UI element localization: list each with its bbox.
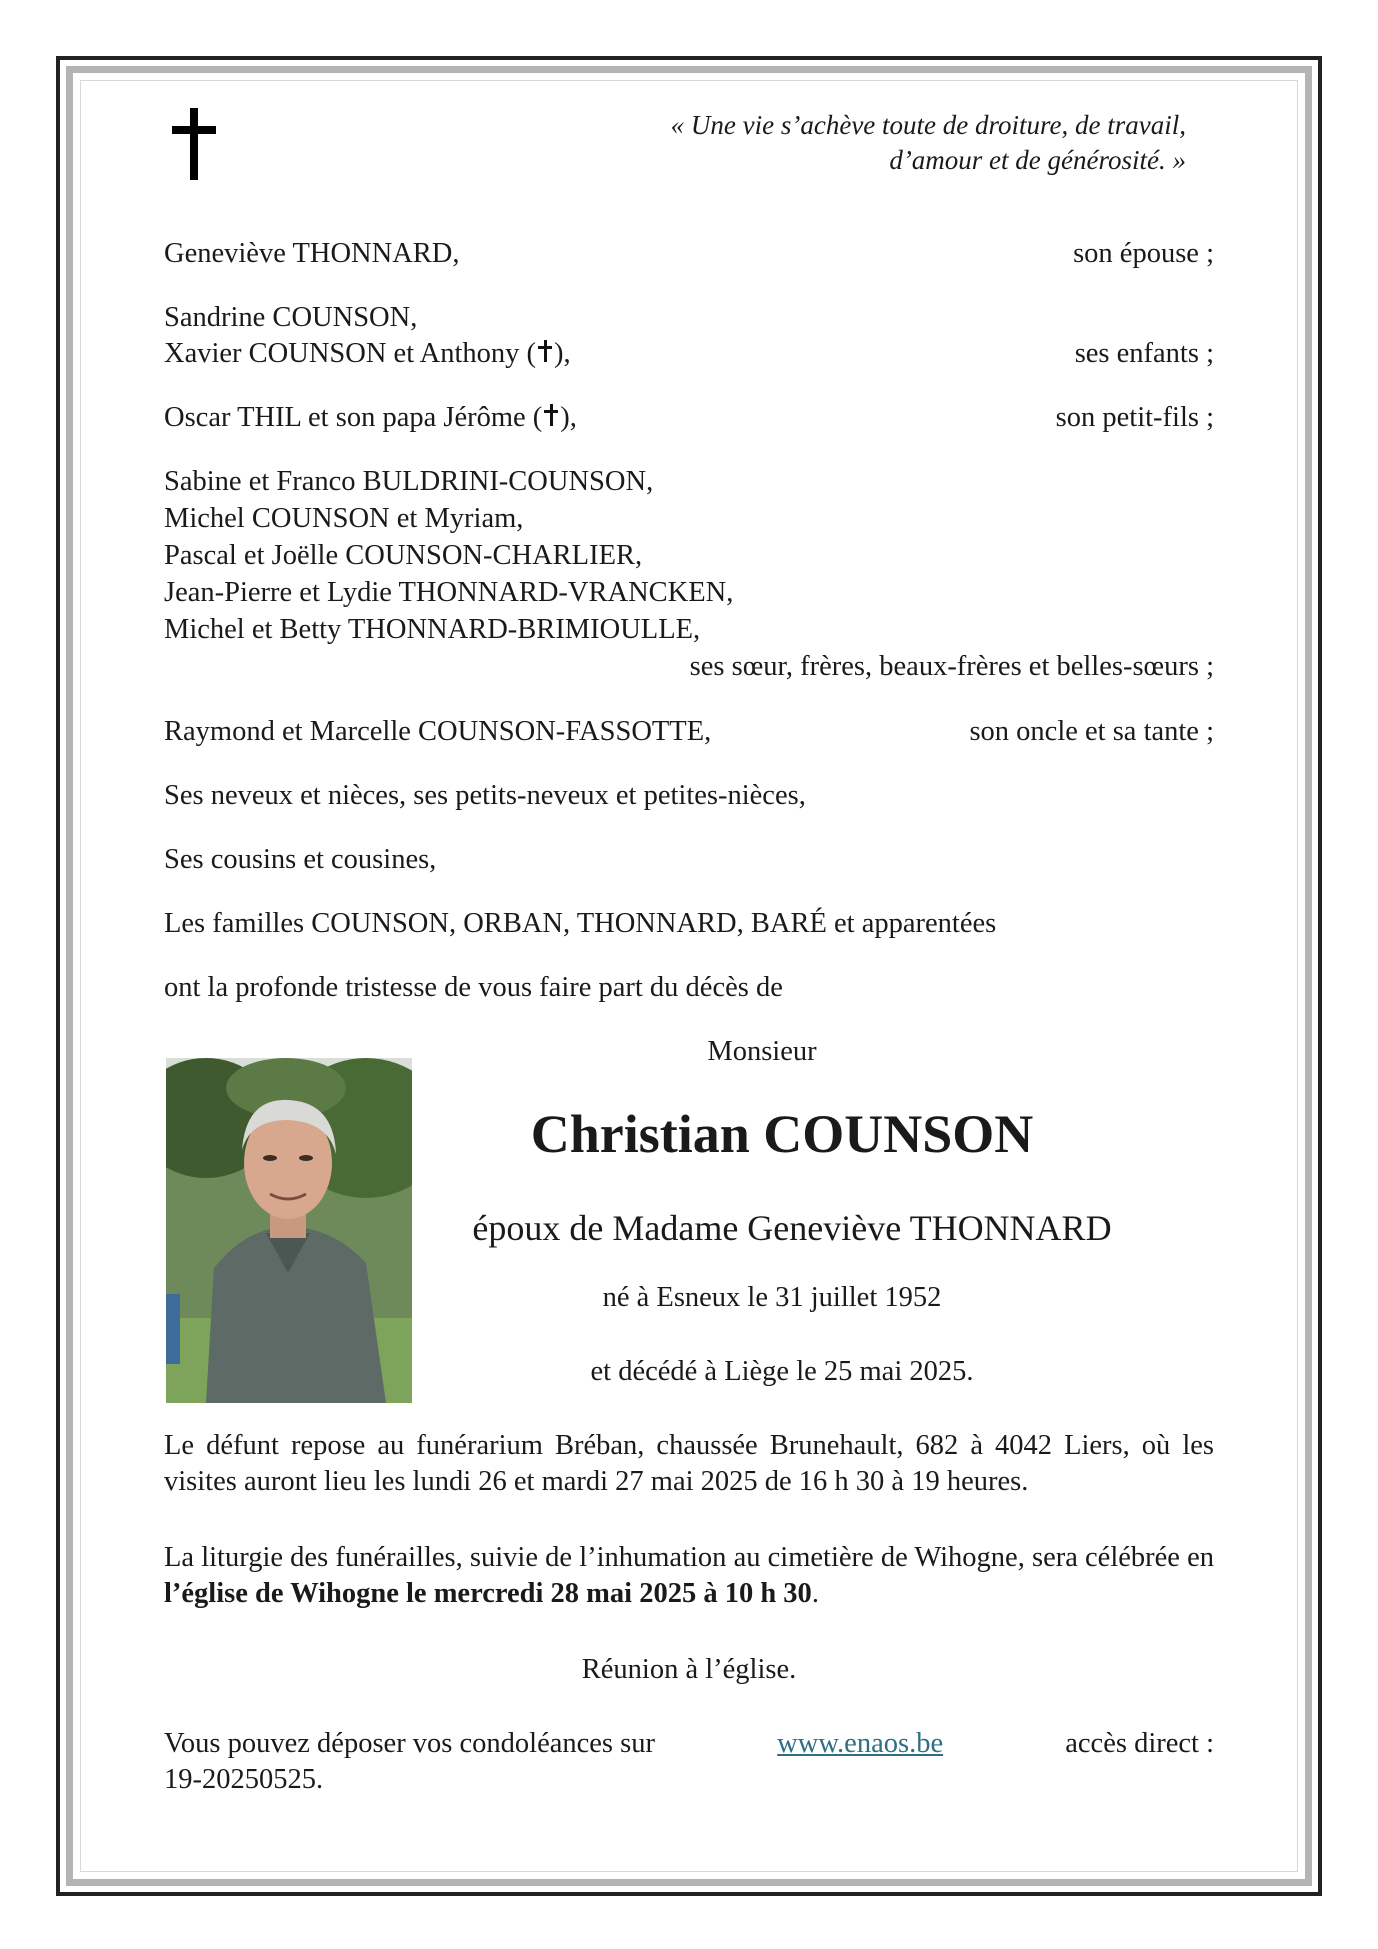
family-relation: ses enfants ; — [1074, 338, 1214, 369]
deceased-title: Monsieur — [707, 1036, 817, 1067]
family-name: Jean-Pierre et Lydie THONNARD-VRANCKEN, — [164, 577, 734, 608]
cross-small-icon — [537, 340, 553, 364]
announce-line: ont la profonde tristesse de vous faire part du décès de — [164, 972, 783, 1003]
condolences-code: 19-20250525. — [164, 1764, 324, 1795]
family-relation: ses sœur, frères, beaux-frères et belles-sœurs ; — [689, 651, 1214, 682]
family-relation: son épouse ; — [1073, 238, 1214, 269]
family-name: Sabine et Franco BULDRINI-COUNSON, — [164, 466, 654, 497]
cross-icon — [172, 108, 216, 180]
meeting-line: Réunion à l’église. — [581, 1654, 797, 1685]
family-name-line: Oscar THIL et son papa Jérôme ( ), — [164, 402, 577, 433]
portrait-image — [166, 1058, 412, 1403]
deceased-photo — [166, 1058, 412, 1403]
quote-line-1: « Une vie s’achève toute de droiture, de travail, — [670, 110, 1186, 140]
family-name: Sandrine COUNSON, — [164, 302, 418, 333]
funeral-date-bold: l’église de Wihogne le mercredi 28 mai 2025 à 10 h 30 — [164, 1578, 812, 1609]
cross-small-icon — [543, 404, 559, 428]
visits-paragraph: Le défunt repose au funérarium Bréban, chaussée Brunehault, 682 à 4042 Liers, où les visites auront lieu les lundi 26 et mardi 27 mai 2025 de 16 h 30 à 19 heures. — [164, 1430, 1214, 1497]
family-name-line: Xavier COUNSON et Anthony ( ), — [164, 338, 571, 369]
family-relation: son oncle et sa tante ; — [969, 716, 1214, 747]
family-relation: son petit-fils ; — [1055, 402, 1214, 433]
condolences-line — [164, 1726, 1214, 1762]
quote-line-2: d’amour et de générosité. » — [889, 145, 1186, 175]
family-name: Pascal et Joëlle COUNSON-CHARLIER, — [164, 540, 643, 571]
funeral-paragraph: La liturgie des funérailles, suivie de l’inhumation au cimetière de Wihogne, sera célébrée en l’église de Wihogne le mercredi 28 mai 2025 à 10 h 30. — [164, 1542, 1214, 1609]
families-line: Les familles COUNSON, ORBAN, THONNARD, BARÉ et apparentées — [164, 908, 997, 939]
family-name: Geneviève THONNARD, — [164, 238, 460, 269]
deceased-died: et décédé à Liège le 25 mai 2025. — [590, 1356, 974, 1387]
cousins-line: Ses cousins et cousines, — [164, 844, 437, 875]
family-name: Michel et Betty THONNARD-BRIMIOULLE, — [164, 614, 701, 645]
condolences-text: Vous pouvez déposer vos condoléances sur — [164, 1728, 655, 1759]
deceased-born: né à Esneux le 31 juillet 1952 — [602, 1282, 942, 1313]
nephews-line: Ses neveux et nièces, ses petits-neveux et petites-nièces, — [164, 780, 806, 811]
family-name: Raymond et Marcelle COUNSON-FASSOTTE, — [164, 716, 712, 747]
deceased-spouse: époux de Madame Geneviève THONNARD — [472, 1208, 1112, 1248]
deceased-name: Christian COUNSON — [530, 1104, 1034, 1164]
condolences-access: accès direct : — [1065, 1728, 1214, 1759]
condolences-link[interactable]: www.enaos.be — [777, 1728, 944, 1759]
family-name: Michel COUNSON et Myriam, — [164, 503, 524, 534]
